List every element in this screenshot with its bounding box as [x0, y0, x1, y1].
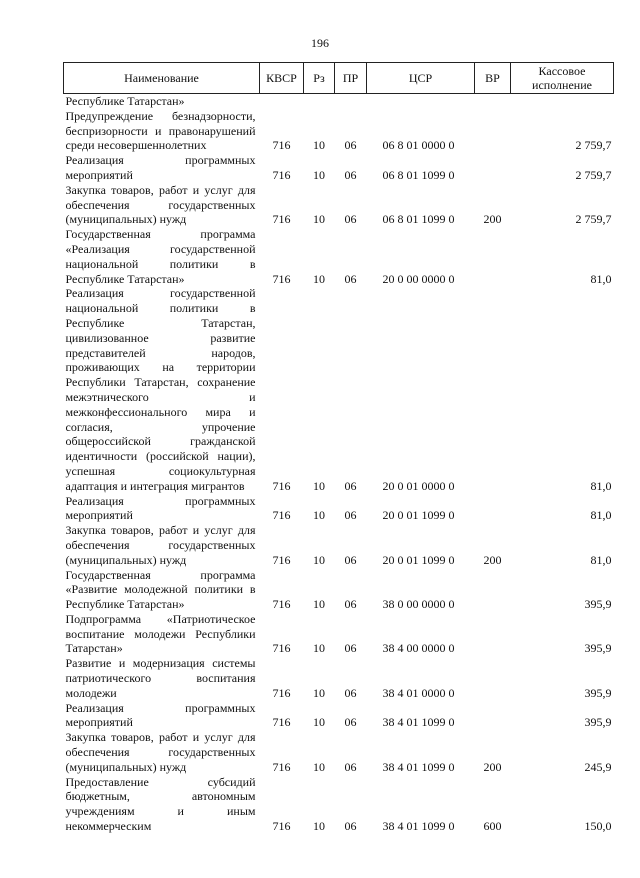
- row-rz: 10: [313, 759, 325, 774]
- row-amount: 81,0: [590, 552, 612, 567]
- row-pr: 06: [344, 759, 357, 774]
- row-csr: 06 8 01 1099 0: [382, 167, 455, 182]
- row-rz: 10: [313, 597, 325, 612]
- header-amount: [511, 63, 614, 94]
- row-rz: 10: [313, 641, 325, 656]
- row-rz: 10: [313, 508, 325, 523]
- row-vr: [475, 612, 511, 656]
- row-vr: [475, 568, 511, 612]
- row-pr: 06: [344, 508, 357, 523]
- row-amount: [511, 94, 614, 109]
- row-name: Закупка товаров, работ и услуг для обеспечения государственных (муниципальных) нужд: [65, 730, 256, 774]
- row-vr: [475, 656, 511, 700]
- row-amount: 150,0: [584, 819, 612, 834]
- header-row: [64, 63, 614, 94]
- row-pr: 06: [344, 212, 357, 227]
- header-rz: Рз: [304, 63, 335, 94]
- row-pr: 06: [344, 552, 357, 567]
- row-pr: 06: [344, 685, 357, 700]
- row-rz: 10: [313, 212, 325, 227]
- row-vr: [475, 227, 511, 286]
- row-rz: 10: [313, 167, 325, 182]
- row-name: Развитие и модернизация системы патриотического воспитания молодежи: [65, 656, 256, 700]
- row-name: Предупреждение безнадзорности, беспризорности и правонарушений среди несовершеннолетних: [65, 108, 256, 153]
- row-name: Закупка товаров, работ и услуг для обеспечения государственных (муниципальных) нужд: [65, 523, 256, 567]
- table-row: [64, 568, 614, 612]
- row-name: Государственная программа «Реализация государственной национальной политики в Республике Татарстан»: [65, 227, 256, 286]
- table-row: [64, 183, 614, 227]
- row-name: Реализация государственной национальной политики в Республике Татарстан, цивилизованное развитие представителей народов, проживающих на территории Республики Татарстан, сохранение межэтнического и межконфессионального мира и согласия, упрочение общероссийской гражданской идентичности (российской нации), успешная социокультурная адаптация и интеграция мигрантов: [65, 286, 256, 493]
- row-vr: 200: [483, 759, 502, 774]
- header-name: Наименование: [64, 63, 260, 94]
- row-kvsr: 716: [272, 552, 291, 567]
- table-row: [64, 94, 614, 109]
- table-row: [64, 494, 614, 524]
- row-pr: 06: [344, 715, 357, 730]
- row-csr: 38 4 01 1099 0: [382, 715, 455, 730]
- table-row: [64, 153, 614, 183]
- row-csr: 20 0 01 1099 0: [382, 552, 455, 567]
- table-row: [64, 227, 614, 286]
- row-csr: 06 8 01 1099 0: [382, 212, 455, 227]
- row-rz: 10: [313, 271, 325, 286]
- budget-table: [63, 62, 614, 834]
- row-kvsr: 716: [272, 212, 291, 227]
- row-rz: 10: [313, 552, 325, 567]
- table-row: [64, 286, 614, 493]
- header-csr: ЦСР: [367, 63, 475, 94]
- row-name: Подпрограмма «Патриотическое воспитание молодежи Республики Татарстан»: [65, 611, 256, 656]
- table-row: [64, 701, 614, 731]
- row-pr: 06: [344, 641, 357, 656]
- row-vr: 200: [483, 212, 502, 227]
- header-amount-line1: Кассовое: [538, 64, 586, 78]
- row-csr: 20 0 01 0000 0: [382, 478, 455, 493]
- table-body: [64, 94, 614, 834]
- row-kvsr: [260, 94, 304, 109]
- row-name: Предоставление субсидий бюджетным, автономным учреждениям и иным некоммерческим: [65, 774, 256, 834]
- row-kvsr: 716: [272, 819, 291, 834]
- header-kvsr: КВСР: [260, 63, 304, 94]
- row-amount: 2 759,7: [575, 167, 612, 182]
- row-csr: 38 4 01 1099 0: [382, 759, 455, 774]
- row-csr: 38 4 01 0000 0: [382, 685, 455, 700]
- row-kvsr: 716: [272, 597, 291, 612]
- table-row: [64, 775, 614, 834]
- row-kvsr: 716: [272, 685, 291, 700]
- row-vr: 200: [483, 552, 502, 567]
- row-rz: 10: [313, 715, 325, 730]
- row-csr: 06 8 01 0000 0: [382, 138, 455, 153]
- row-pr: [335, 94, 367, 109]
- row-vr: [475, 109, 511, 153]
- row-amount: 2 759,7: [575, 212, 612, 227]
- row-kvsr: 716: [272, 271, 291, 286]
- row-vr: 600: [483, 819, 502, 834]
- row-kvsr: 716: [272, 715, 291, 730]
- row-rz: 10: [313, 138, 325, 153]
- row-vr: [475, 286, 511, 493]
- row-amount: 2 759,7: [575, 138, 612, 153]
- row-rz: 10: [313, 685, 325, 700]
- row-name: Реализация программных мероприятий: [65, 493, 256, 523]
- row-name: Государственная программа «Развитие молодежной политики в Республике Татарстан»: [65, 567, 256, 612]
- header-amount-line2: исполнение: [532, 78, 592, 92]
- row-kvsr: 716: [272, 759, 291, 774]
- row-pr: 06: [344, 819, 357, 834]
- row-kvsr: 716: [272, 641, 291, 656]
- row-pr: 06: [344, 597, 357, 612]
- row-vr: [475, 153, 511, 183]
- row-csr: 38 0 00 0000 0: [382, 597, 455, 612]
- row-vr: [475, 701, 511, 731]
- row-amount: 245,9: [584, 759, 612, 774]
- row-pr: 06: [344, 478, 357, 493]
- row-csr: 38 4 00 0000 0: [382, 641, 455, 656]
- row-amount: 81,0: [590, 508, 612, 523]
- row-kvsr: 716: [272, 478, 291, 493]
- row-amount: 81,0: [590, 478, 612, 493]
- row-pr: 06: [344, 167, 357, 182]
- row-name: Реализация программных мероприятий: [65, 153, 256, 182]
- table-row: [64, 612, 614, 656]
- row-rz: [304, 94, 335, 109]
- row-pr: 06: [344, 138, 357, 153]
- header-vr: ВР: [475, 63, 511, 94]
- table-row: [64, 109, 614, 153]
- row-kvsr: 716: [272, 167, 291, 182]
- row-name: Реализация программных мероприятий: [65, 700, 256, 730]
- row-kvsr: 716: [272, 508, 291, 523]
- page-number: 196: [311, 36, 329, 50]
- table-row: [64, 730, 614, 774]
- row-amount: 395,9: [584, 597, 612, 612]
- row-amount: 395,9: [584, 715, 612, 730]
- table-header: [64, 63, 614, 94]
- row-vr: [475, 494, 511, 524]
- row-amount: 81,0: [590, 271, 612, 286]
- row-csr: [367, 94, 475, 109]
- row-vr: [475, 94, 511, 109]
- row-amount: 395,9: [584, 685, 612, 700]
- row-pr: 06: [344, 271, 357, 286]
- row-kvsr: 716: [272, 138, 291, 153]
- row-rz: 10: [313, 478, 325, 493]
- header-pr: ПР: [335, 63, 367, 94]
- row-name: Закупка товаров, работ и услуг для обеспечения государственных (муниципальных) нужд: [65, 182, 256, 227]
- row-amount: 395,9: [584, 641, 612, 656]
- row-csr: 20 0 01 1099 0: [382, 508, 455, 523]
- row-name: Республике Татарстан»: [65, 94, 185, 108]
- row-rz: 10: [313, 819, 325, 834]
- table-row: [64, 656, 614, 700]
- row-csr: 20 0 00 0000 0: [382, 271, 455, 286]
- row-csr: 38 4 01 1099 0: [382, 819, 455, 834]
- table-row: [64, 523, 614, 567]
